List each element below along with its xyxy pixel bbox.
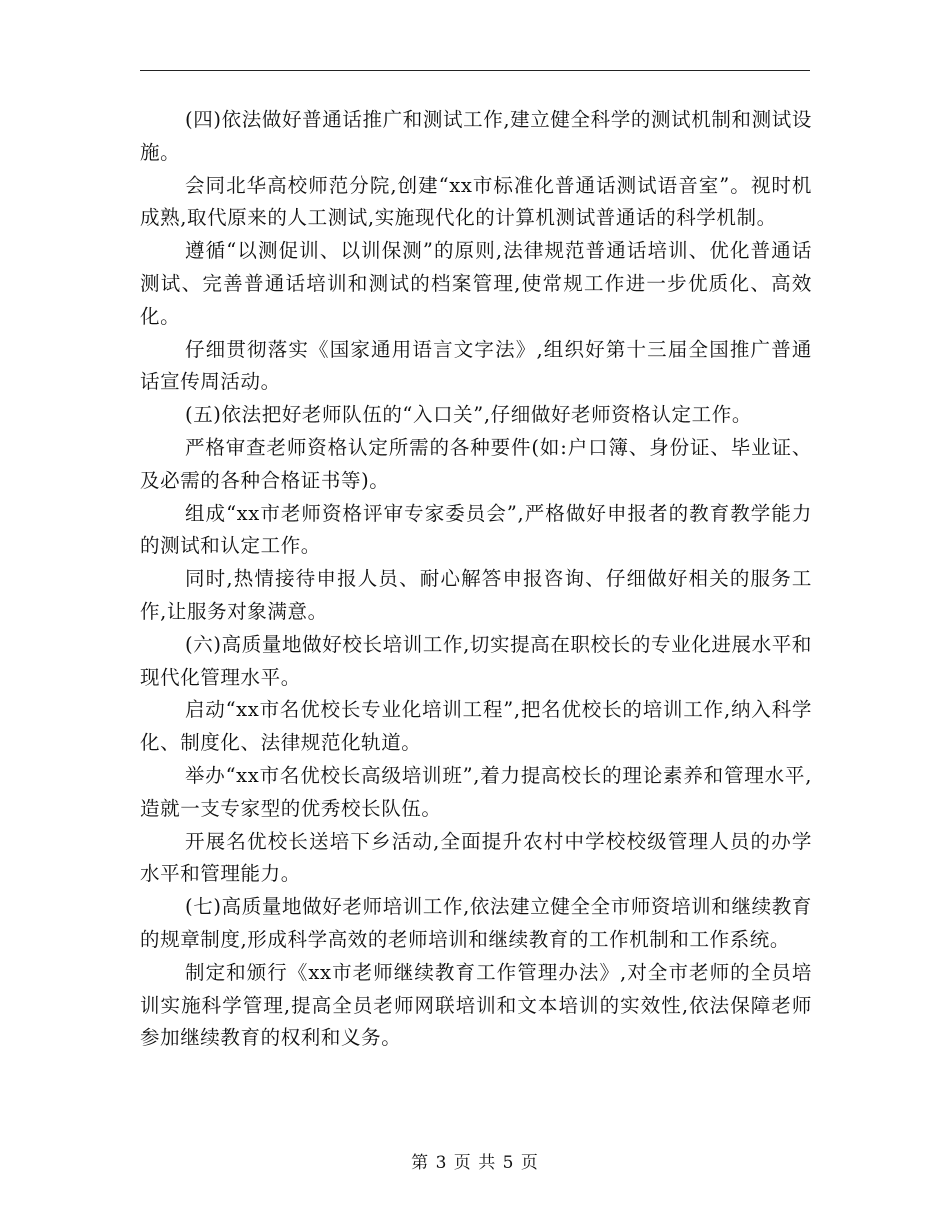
paragraph-6: 严格审查老师资格认定所需的各种要件(如:户口簿、身份证、毕业证、及必需的各种合格证书等)。 [140,435,812,492]
paragraph-8: 同时,热情接待申报人员、耐心解答申报咨询、仔细做好相关的服务工作,让服务对象满意。 [140,567,812,623]
paragraph-10: 启动“xx市名优校长专业化培训工程”,把名优校长的培训工作,纳入科学化、制度化、法律规范化轨道。 [140,698,812,755]
paragraph-9: (六)高质量地做好校长培训工作,切实提高在职校长的专业化进展水平和现代化管理水平。 [140,632,812,689]
paragraph-3: 遵循“以测促训、以训保测”的原则,法律规范普通话培训、优化普通话测试、完善普通话培训和测试的档案管理,使常规工作进一步优质化、高效化。 [140,239,812,328]
paragraph-1: (四)依法做好普通话推广和测试工作,建立健全科学的测试机制和测试设施。 [140,108,812,164]
header-rule [140,70,810,71]
paragraph-5: (五)依法把好老师队伍的“入口关”,仔细做好老师资格认定工作。 [185,403,752,427]
paragraph-2: 会同北华高校师范分院,创建“xx市标准化普通话测试语音室”。视时机成熟,取代原来的人工测试,实施现代化的计算机测试普通话的科学机制。 [140,173,812,230]
paragraph-11: 举办“xx市名优校长高级培训班”,着力提高校长的理论素养和管理水平,造就一支专家型的优秀校长队伍。 [140,763,812,820]
paragraph-4: 仔细贯彻落实《国家通用语言文字法》,组织好第十三届全国推广普通话宣传周活动。 [140,337,812,394]
page-number: 第 3 页 共 5 页 [411,1153,539,1173]
paragraph-13: (七)高质量地做好老师培训工作,依法建立健全全市师资培训和继续教育的规章制度,形成科学高效的老师培训和继续教育的工作机制和工作系统。 [140,895,812,951]
paragraph-12: 开展名优校长送培下乡活动,全面提升农村中学校校级管理人员的办学水平和管理能力。 [140,829,812,886]
paragraph-7: 组成“xx市老师资格评审专家委员会”,严格做好申报者的教育教学能力的测试和认定工作。 [140,501,812,558]
document-body [140,104,812,1055]
paragraph-14: 制定和颁行《xx市老师继续教育工作管理办法》,对全市老师的全员培训实施科学管理,提高全员老师网联培训和文本培训的实效性,依法保障老师参加继续教育的权利和义务。 [140,960,812,1050]
